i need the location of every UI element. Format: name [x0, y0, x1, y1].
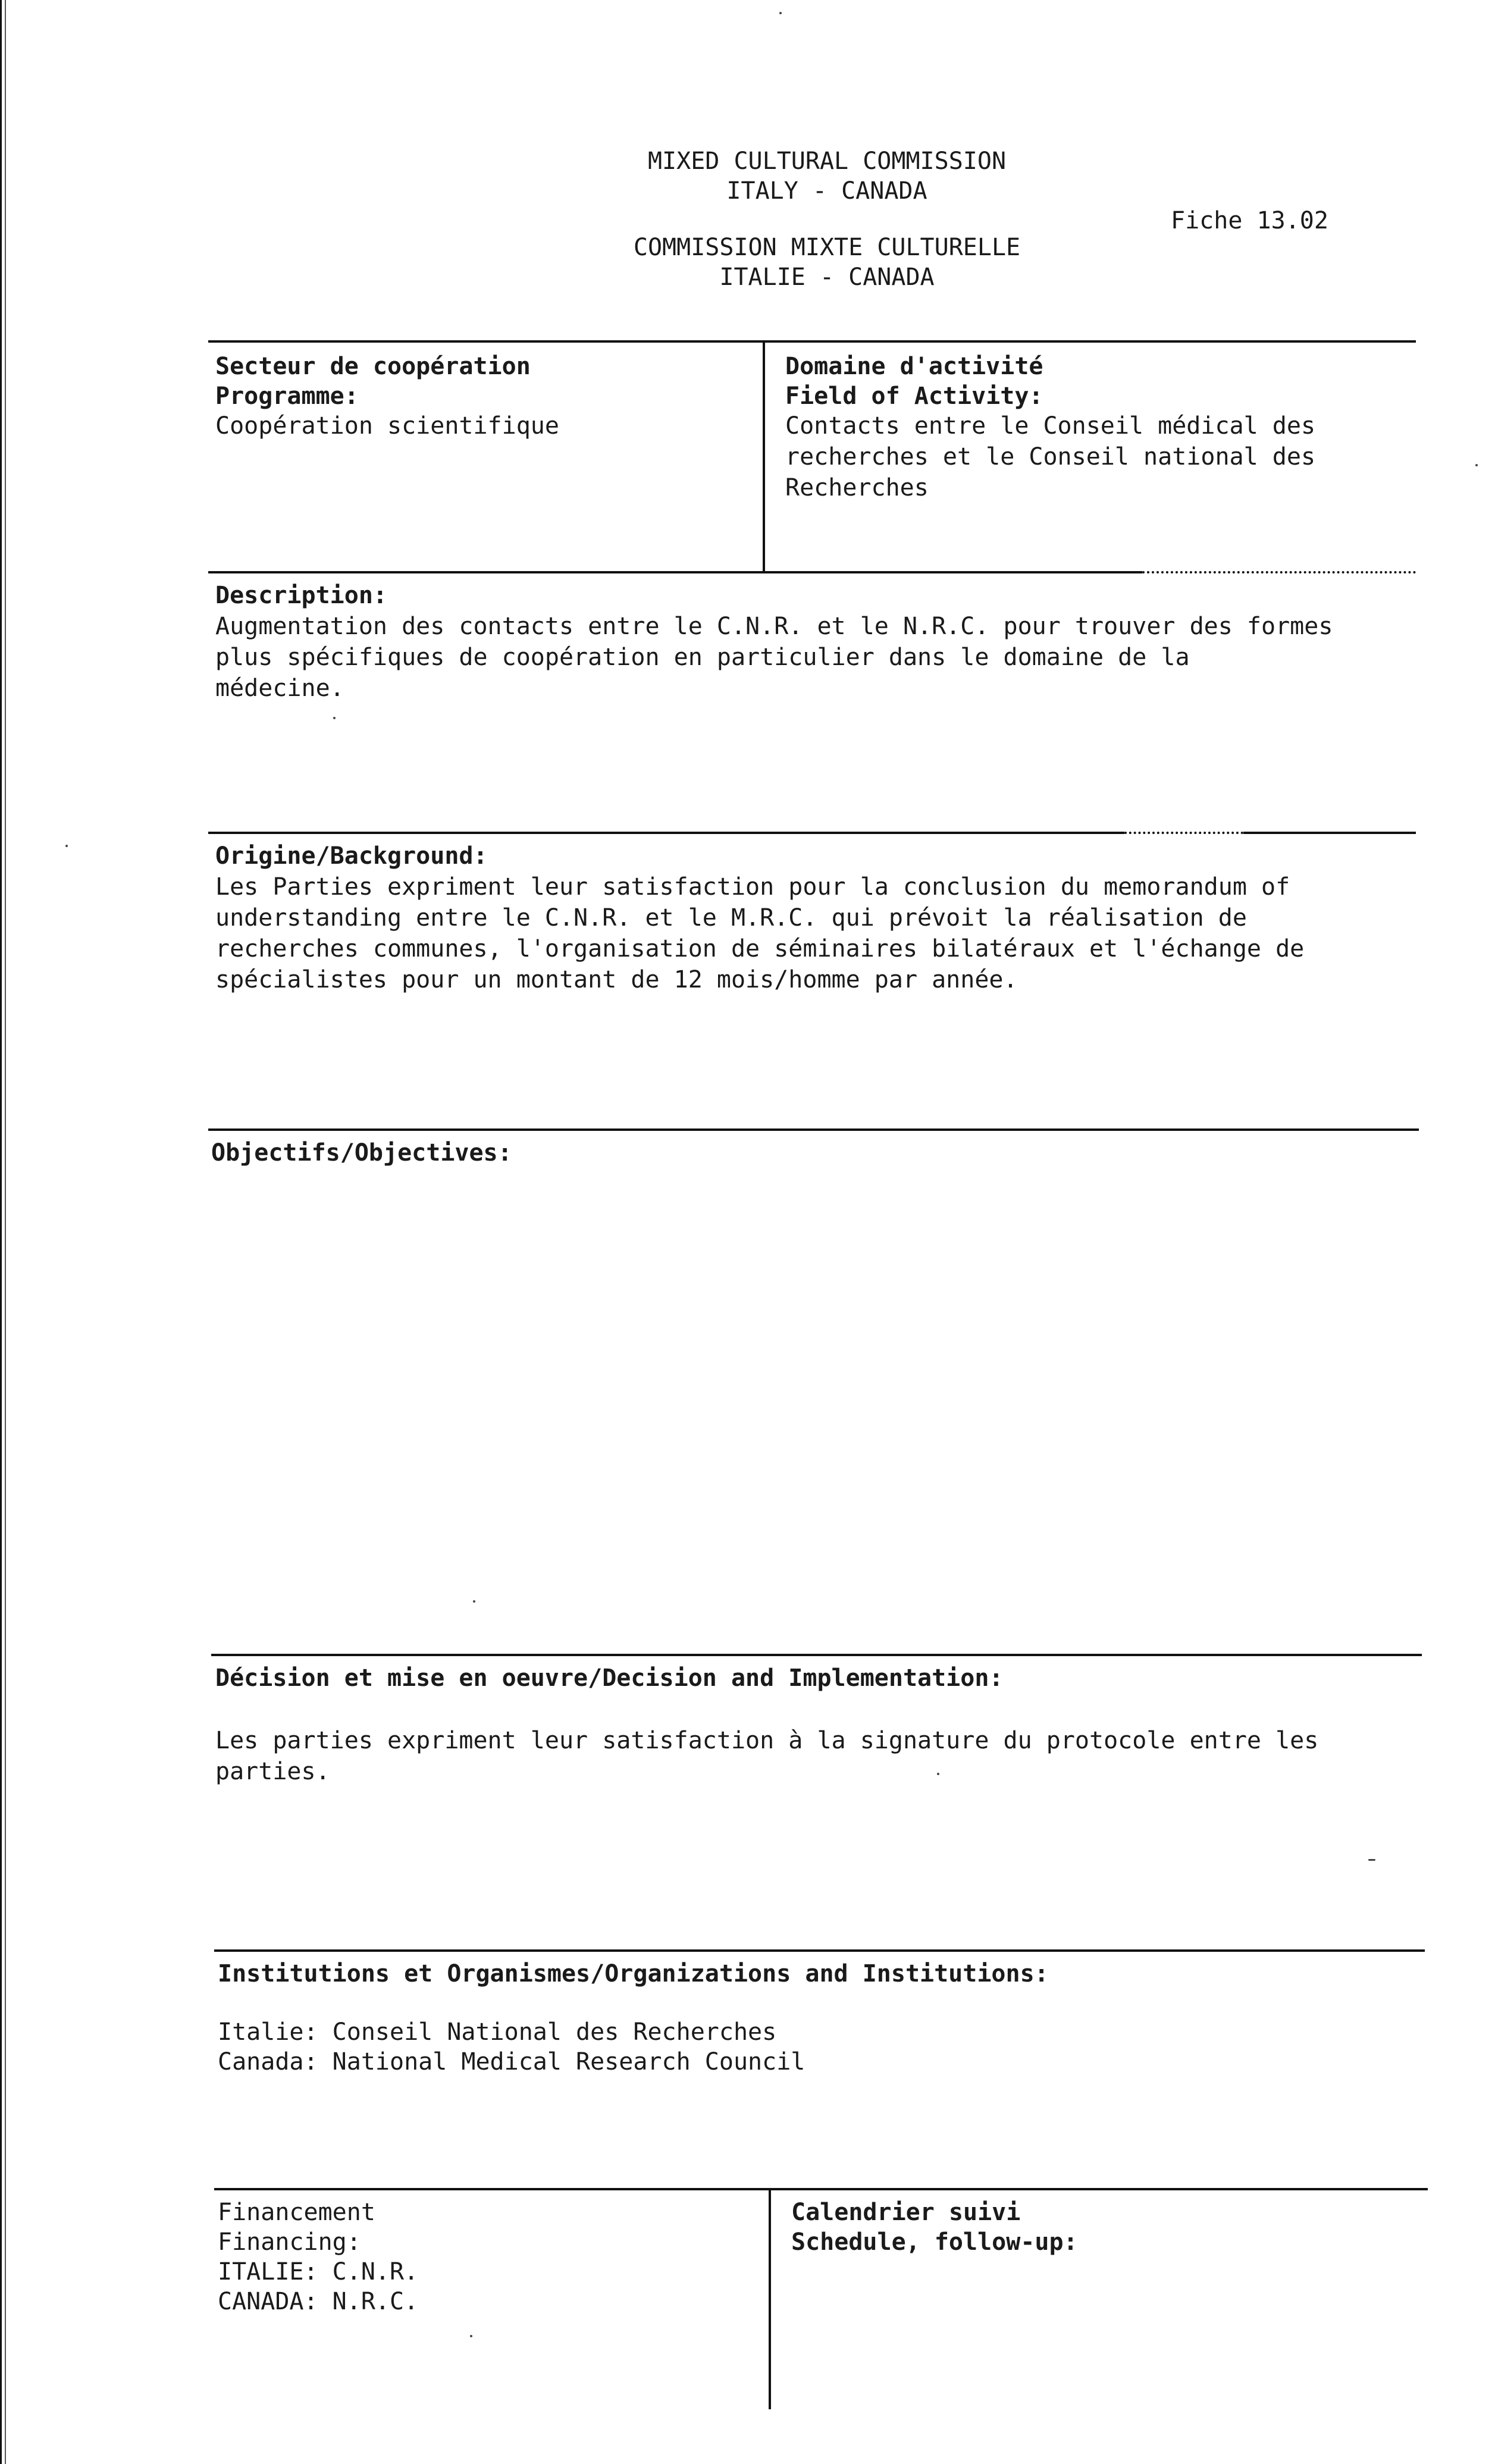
schedule-label-fr: Calendrier suivi: [791, 2199, 1021, 2226]
objectives-label: Objectifs/Objectives:: [211, 1139, 512, 1167]
programme-label: Programme:: [215, 383, 359, 410]
description-text: Augmentation des contacts entre le C.N.R. et le N.R.C. pour trouver des formes plus spécifiques de coopération en particulier dans le domaine de la médecine.: [215, 613, 1333, 702]
divider-top: [208, 340, 1416, 343]
divider-financing: [214, 2188, 1428, 2190]
decision-label: Décision et mise en oeuvre/Decision and Implementation:: [215, 1664, 1004, 1692]
scan-speck: [1368, 1859, 1375, 1861]
institution-italy: Italie: Conseil National des Recherches: [218, 2018, 777, 2046]
divider-objectives: [208, 1128, 1419, 1131]
scan-edge: [0, 0, 10, 2464]
divider-description: [208, 571, 1142, 573]
background-text: Les Parties expriment leur satisfaction pour la conclusion du memorandum of understanding entre le C.N.R. et le M.R.C. qui prévoit la réalisation de recherches communes, l'organisation de séminaires bilatéraux et l'échange de spécialistes pour un montant de 12 mois/homme par année.: [215, 873, 1305, 993]
decision-text: Les parties expriment leur satisfaction à la signature du protocole entre les parties.: [215, 1727, 1319, 1785]
scan-speck: [779, 12, 782, 14]
divider-background-end: [1243, 832, 1416, 834]
institutions-label: Institutions et Organismes/Organizations and Institutions:: [218, 1960, 1049, 1987]
divider-description-dotted: [1142, 571, 1416, 573]
divider-institutions: [214, 1949, 1425, 1952]
institution-canada: Canada: National Medical Research Council: [218, 2048, 806, 2076]
scan-speck: [333, 717, 336, 719]
divider-vertical-bottom: [769, 2189, 771, 2409]
divider-background: [208, 832, 1124, 834]
scan-speck: [1475, 464, 1478, 466]
financing-canada: CANADA: N.R.C.: [218, 2288, 419, 2315]
domain-label: Domaine d'activité: [785, 353, 1043, 380]
countries-en: ITALY - CANADA: [726, 177, 927, 205]
financing-italy: ITALIE: C.N.R.: [218, 2258, 419, 2286]
countries-fr: ITALIE - CANADA: [719, 264, 935, 291]
schedule-label-en: Schedule, follow-up:: [791, 2228, 1078, 2256]
financing-label-fr: Financement: [218, 2199, 375, 2226]
commission-title-fr: COMMISSION MIXTE CULTURELLE: [633, 234, 1021, 261]
background-label: Origine/Background:: [215, 842, 488, 870]
scan-speck: [470, 2335, 472, 2337]
scan-speck: [65, 845, 68, 847]
description-label: Description:: [215, 582, 387, 609]
divider-decision: [211, 1654, 1422, 1656]
field-of-activity-label: Field of Activity:: [785, 383, 1043, 410]
scan-speck: [937, 1773, 939, 1775]
sector-label: Secteur de coopération: [215, 353, 531, 380]
scan-speck: [473, 1600, 475, 1603]
financing-label-en: Financing:: [218, 2228, 361, 2256]
fiche-number: Fiche 13.02: [1171, 207, 1328, 234]
commission-title-en: MIXED CULTURAL COMMISSION: [647, 148, 1007, 175]
divider-vertical-top: [763, 341, 765, 571]
divider-background-dotted: [1124, 832, 1243, 834]
programme-value: Coopération scientifique: [215, 412, 559, 440]
field-of-activity-value: Contacts entre le Conseil médical des recherches et le Conseil national des Recherches: [785, 412, 1316, 501]
